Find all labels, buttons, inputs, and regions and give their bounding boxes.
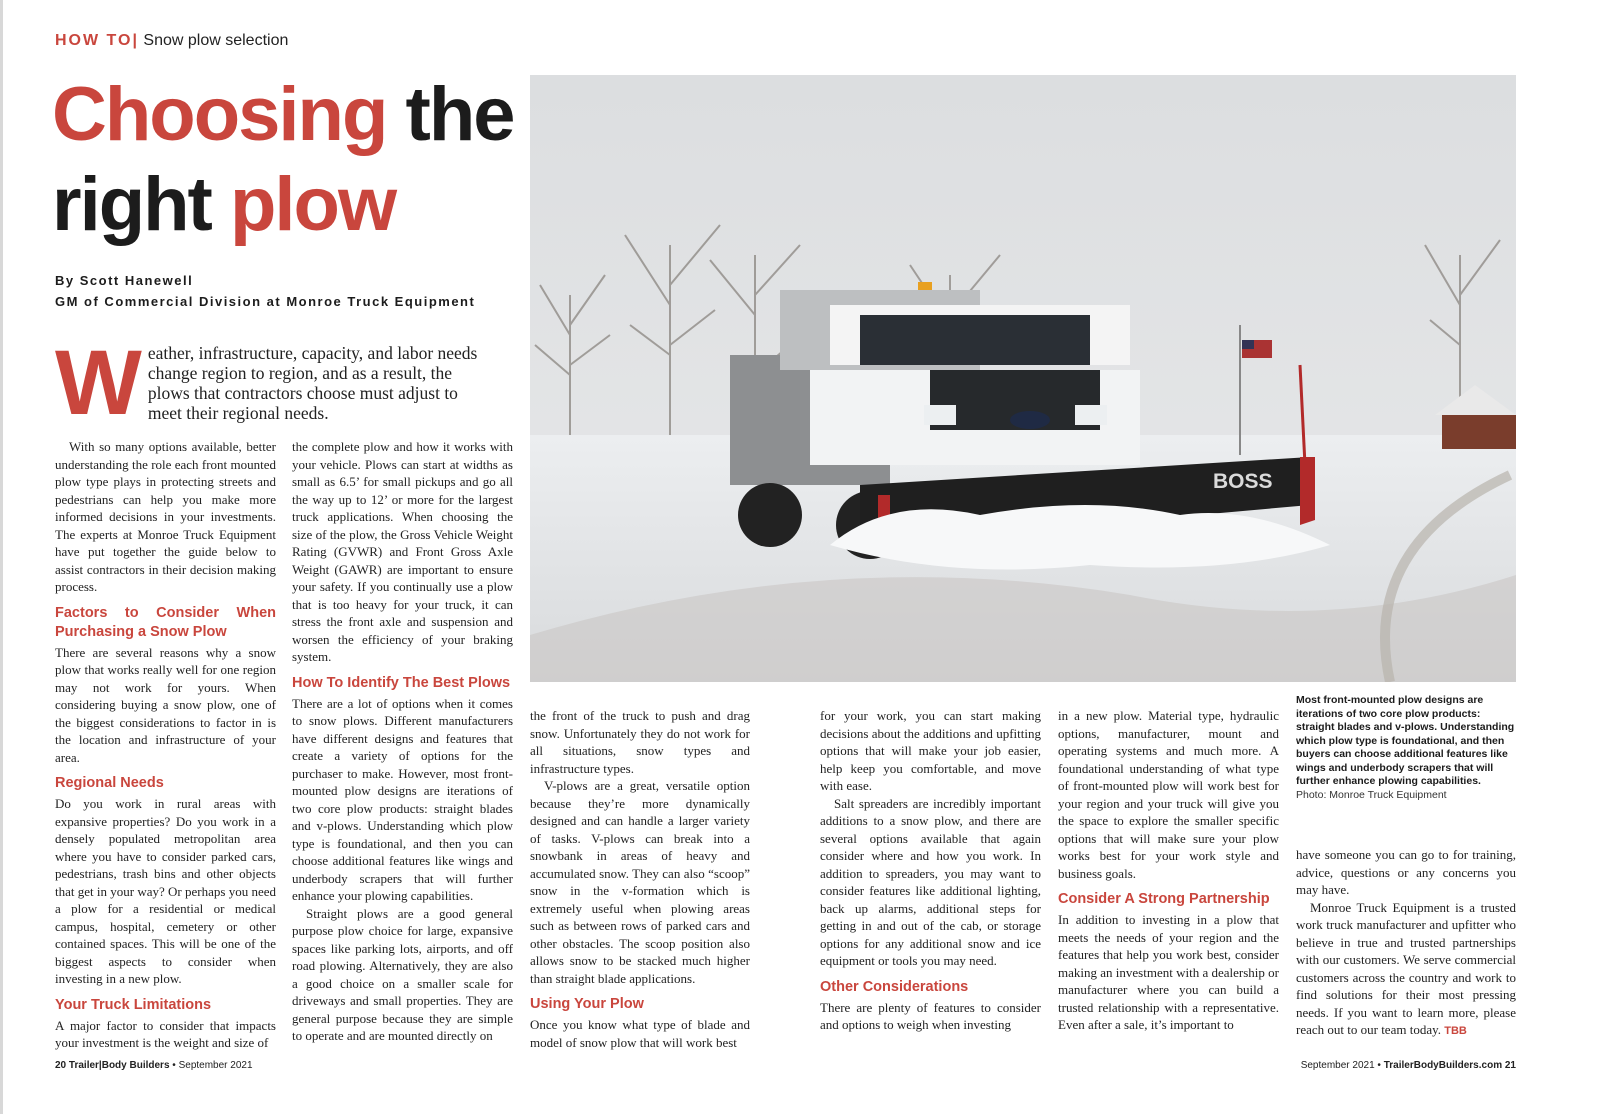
body-paragraph: A major factor to consider that impacts your investment is the weight and size of	[55, 1017, 276, 1050]
subheading-best-plows: How To Identify The Best Plows	[292, 674, 511, 691]
byline	[55, 270, 475, 312]
drop-cap: W	[55, 332, 142, 434]
article-column-3	[530, 707, 750, 1051]
subheading-regional-needs: Regional Needs	[55, 775, 164, 791]
end-mark: TBB	[1444, 1025, 1467, 1037]
byline-author: By Scott Hanewell	[55, 273, 194, 288]
article-column-5	[1058, 707, 1279, 1034]
lede-text: eather, infrastructure, capacity, and labor needs change region to region, and as a result, the plows that contractors choose must adjust to meet their regional needs.	[147, 343, 478, 423]
publication-name: Trailer|Body Builders	[68, 1060, 170, 1071]
headline-word-plow: plow	[229, 162, 396, 247]
body-paragraph: Do you work in rural areas with expansive properties? Do you work in a densely populated metropolitan area where you have to consider parked cars, pedestrians, trash bins and other objects that get in your way? Or perhaps you need a plow for a residential or medical campus, hospital, cemetery or other contained spaces. This will be one of the biggest aspects to consider when investing in a new plow.	[55, 796, 276, 986]
body-paragraph: V-plows are a great, versatile option because they’re more dynamically designed and can handle a larger variety of tasks. V-plows can break into a snowbank in areas of heavy and accumulated snow. They can also “scoop” snow in the v-formation which is extremely useful when plowing areas such as between rows of parked cars and other obstacles. The scoop position also allows snow to be stacked much higher than straight blade applications.	[530, 778, 750, 986]
body-paragraph: Once you know what type of blade and model of snow plow that will work best	[530, 1017, 750, 1050]
headline-word-right: right	[52, 162, 211, 247]
body-paragraph: have someone you can go to for training, advice, questions or any concerns you may have.	[1296, 847, 1516, 897]
closing-paragraph-text: Monroe Truck Equipment is a trusted work truck manufacturer and upfitter who believe in true and trusted partnerships with our customers. We serve commercial customers across the country and work to find solutions for their most pressing needs. If you want to learn more, please reach out to our team today.	[1296, 899, 1516, 1037]
body-paragraph: Salt spreaders are incredibly important additions to a snow plow, and there are several options available that again consider where and how you work. In addition to spreaders, you may want to consider features like additional lighting, back up alarms, additional steps for getting in and out of the cab, or storage options for any additional snow and ice equipment or tools you may need.	[820, 795, 1041, 968]
body-paragraph: There are several reasons why a snow plow that works really well for one region may not work for yours. When considering buying a snow plow, one of the biggest considerations to factor in is the location and infrastructure of your area.	[55, 644, 276, 765]
page-spine	[0, 0, 3, 1114]
article-column-1	[55, 438, 276, 1052]
subheading-other-considerations: Other Considerations	[820, 978, 969, 995]
plow-brand-logo: BOSS	[1213, 470, 1273, 493]
body-paragraph: There are plenty of features to consider and options to weigh when investing	[820, 999, 1041, 1032]
section-kicker	[55, 32, 288, 50]
issue-date-left: September 2021	[178, 1060, 253, 1071]
body-paragraph: There are a lot of options when it comes to snow plows. Different manufacturers have different designs and features that create a variety of options for the purchaser to make. However, most front-mounted plow designs are iterations of two core plow products: straight blades and v-plows. Understanding which plow type is foundational, and then you can choose additional features like wings and underbody scrapers that will further enhance your plowing capabilities.	[292, 695, 513, 903]
headline-word-choosing: Choosing	[52, 72, 387, 157]
lede-paragraph	[55, 332, 495, 434]
photo-caption	[1296, 694, 1518, 802]
caption-text: Most front-mounted plow designs are iterations of two core plow products: straight blades and v-plows. Understanding which plow type is foundational, and then buyers can choose additional features like wings and underbody scrapers that will further enhance plowing capabilities.	[1296, 694, 1515, 787]
article-column-2	[292, 438, 513, 1045]
body-paragraph: With so many options available, better understanding the role each front mounted plow type plays in protecting streets and pedestrians can help you make more informed decisions in your investments. The experts at Monroe Truck Equipment have put together the guide below to assist contractors in their decision making process.	[55, 439, 276, 594]
subheading-factors: Factors to Consider When Purchasing a Snow Plow	[55, 604, 276, 640]
footer-right	[1301, 1060, 1516, 1071]
footer-left	[55, 1060, 253, 1071]
website-url: TrailerBodyBuilders.com	[1383, 1060, 1503, 1071]
body-paragraph: the front of the truck to push and drag snow. Unfortunately they do not work for all situations, snow types and infrastructure types.	[530, 708, 750, 776]
kicker-topic: Snow plow selection	[143, 32, 289, 49]
article-column-4	[820, 707, 1041, 1034]
body-paragraph: in a new plow. Material type, hydraulic options, manufacturer, mount and operating systems and much more. A foundational understanding of what type of front-mounted plow will work best for your region and your truck will give you the space to explore the smaller specific options that will make sure your plow works best for your work style and business goals.	[1058, 708, 1279, 881]
issue-date-right: September 2021	[1300, 1060, 1375, 1071]
byline-role: GM of Commercial Division at Monroe Truck Equipment	[55, 294, 476, 309]
body-paragraph: for your work, you can start making decisions about the additions and upfitting options that will make your job easier, help keep you comfortable, and move with ease.	[820, 708, 1041, 793]
footer-bullet: •	[1377, 1060, 1381, 1071]
footer-bullet: •	[172, 1060, 176, 1071]
snow-plow-photo	[530, 75, 1516, 682]
body-paragraph: Straight plows are a good general purpose plow choice for large, expansive spaces like parking lots, airports, and off road plowing. Alternatively, they are also a good choice on a smaller scale for driveways and small properties. They are general purpose because they are simple to operate and are mounted directly on	[292, 905, 513, 1043]
body-paragraph	[1296, 899, 1516, 1041]
article-column-6	[1296, 846, 1516, 1041]
article-headline	[52, 70, 514, 250]
kicker-section: HOW TO|	[55, 32, 139, 49]
photo-credit: Photo: Monroe Truck Equipment	[1296, 788, 1447, 801]
body-paragraph: the complete plow and how it works with your vehicle. Plows can start at widths as small as 6.5’ for small pickups and go all the way up to 12’ or more for the largest truck applications. When choosing the size of the plow, the Gross Vehicle Weight Rating (GVWR) and Front Gross Axle Weight (GAWR) are important to ensure your safety. If you continually use a plow that is too heavy for your truck, it can stress the front axle and suspension and worsen the efficiency of your braking system.	[292, 439, 513, 664]
subheading-using-plow: Using Your Plow	[530, 996, 644, 1012]
page-number-left: 20	[55, 1060, 67, 1071]
page-number-right: 21	[1504, 1060, 1516, 1071]
headline-word-the: the	[405, 72, 514, 157]
subheading-partnership: Consider A Strong Partnership	[1058, 891, 1270, 907]
body-paragraph: In addition to investing in a plow that meets the needs of your region and the features that help you work best, consider making an investment with a dealership or manufacturer where you can build a trusted relationship with a representative. Even after a sale, it’s important to	[1058, 912, 1279, 1032]
subheading-truck-limitations: Your Truck Limitations	[55, 996, 212, 1013]
